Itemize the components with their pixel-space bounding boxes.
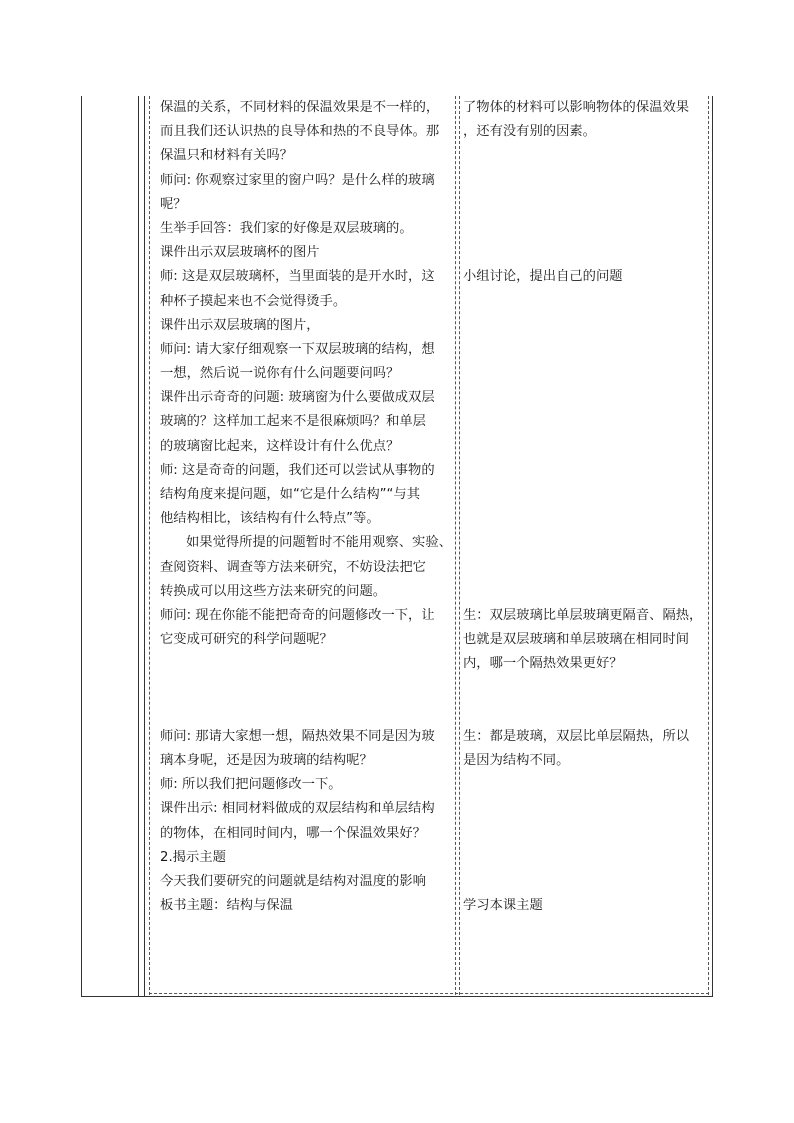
text-line: 生：都是玻璃，双层比单层隔热，所以 [463, 728, 690, 744]
text-line: 一想，然后说一说你有什么问题要问吗？ [160, 366, 400, 382]
table-border-column-1 [138, 96, 139, 997]
text-line: 内，哪一个隔热效果更好？ [463, 656, 623, 672]
text-line: 师问: 你观察过家里的窗户吗？是什么样的玻璃 [160, 172, 435, 188]
text-line: 小组讨论，提出自己的问题 [463, 269, 623, 285]
text-line: 课件出示双层玻璃杯的图片 [160, 245, 320, 261]
text-line: 2.揭示主题 [160, 849, 226, 865]
blank-line [463, 846, 707, 870]
blank-line [463, 435, 707, 459]
text-line: 转换成可以用这些方法来研究的问题。 [160, 583, 387, 599]
text-line: 课件出示: 相同材料做成的双层结构和单层结构 [160, 801, 435, 817]
blank-line [463, 386, 707, 410]
text-line: 的玻璃窗比起来，这样设计有什么优点？ [160, 438, 400, 454]
text-line: 种杯子摸起来也不会觉得烫手。 [160, 293, 347, 309]
blank-line [463, 362, 707, 386]
text-line: 也就是双层玻璃和单层玻璃在相同时间 [463, 632, 690, 648]
text-line: 课件出示双层玻璃的图片， [160, 317, 320, 333]
blank-line [160, 677, 452, 701]
teacher-activity-column [160, 96, 452, 918]
text-line: 玻璃的？这样加工起来不是很麻烦吗？和单层 [160, 414, 426, 430]
blank-line [463, 169, 707, 193]
text-line: 生举手回答：我们家的好像是双层玻璃的。 [160, 220, 413, 236]
blank-line [463, 556, 707, 580]
text-line: 查阅资料、调查等方法来研究，不妨设法把它 [160, 559, 426, 575]
text-line-board-title: 板书主题：结构与保温 [160, 898, 293, 914]
text-line: 生：双层玻璃比单层玻璃更隔音、隔热， [463, 607, 703, 623]
table-border-column-1-inner [144, 96, 145, 997]
text-line: 师: 所以我们把问题修改一下。 [160, 777, 342, 793]
text-line: 的物体，在相同时间内，哪一个保温效果好？ [160, 825, 426, 841]
cell-dashed-border-middle [455, 96, 456, 995]
text-line: 保温只和材料有关吗？ [160, 148, 293, 164]
blank-line [463, 507, 707, 531]
text-line: 师问: 那请大家想一想，隔热效果不同是因为玻 [160, 728, 435, 744]
blank-line [463, 459, 707, 483]
text-line: 璃本身呢，还是因为玻璃的结构呢？ [160, 753, 373, 769]
blank-line [463, 580, 707, 604]
text-line: 学习本课主题 [463, 898, 543, 914]
cell-dashed-border-left [149, 96, 150, 995]
blank-line [160, 701, 452, 725]
blank-line [463, 193, 707, 217]
blank-line [463, 338, 707, 362]
blank-line [463, 531, 707, 555]
text-line: 呢？ [160, 196, 187, 212]
text-line-indented: 如果觉得所提的问题暂时不能用观察、实验、 [186, 535, 452, 551]
blank-line [463, 677, 707, 701]
blank-line [463, 822, 707, 846]
table-border-bottom [81, 996, 713, 997]
blank-line [463, 241, 707, 265]
table-border-left [81, 96, 82, 997]
text-line: 课件出示奇奇的问题: 玻璃窗为什么要做成双层 [160, 390, 435, 406]
blank-line [463, 144, 707, 168]
text-line: 它变成可研究的科学问题呢？ [160, 632, 333, 648]
blank-line [463, 290, 707, 314]
blank-line [463, 410, 707, 434]
text-line: 了物体的材料可以影响物体的保温效果 [463, 100, 690, 115]
blank-line [463, 314, 707, 338]
text-line: 结构角度来提问题，如“它是什么结构”“与其 [160, 487, 421, 502]
cell-dashed-border-right [708, 96, 709, 995]
cell-dashed-border-bottom [149, 993, 709, 994]
text-line: 今天我们要研究的问题就是结构对温度的影响 [160, 874, 426, 889]
text-line: 而且我们还认识热的良导体和热的不良导体。那 [160, 124, 440, 140]
text-line: 师问: 现在你能不能把奇奇的问题修改一下，让 [160, 607, 435, 623]
text-line: 师: 这是双层玻璃杯，当里面装的是开水时，这 [160, 269, 435, 285]
text-line: ，还有没有别的因素。 [463, 124, 596, 140]
text-line: 是因为结构不同。 [463, 753, 570, 769]
blank-line [463, 701, 707, 725]
blank-line [463, 870, 707, 894]
text-line: 保温的关系，不同材料的保温效果是不一样的， [160, 100, 440, 115]
table-border-right [712, 96, 713, 997]
blank-line [160, 652, 452, 676]
blank-line [463, 773, 707, 797]
blank-line [463, 797, 707, 821]
student-activity-column [463, 96, 707, 918]
blank-line [463, 483, 707, 507]
blank-line [463, 217, 707, 241]
cell-dashed-border-middle-inner [459, 96, 460, 995]
text-line: 师问: 请大家仔细观察一下双层玻璃的结构，想 [160, 341, 435, 357]
text-line: 他结构相比，该结构有什么特点”等。 [160, 511, 380, 527]
text-line: 师: 这是奇奇的问题，我们还可以尝试从事物的 [160, 462, 435, 478]
